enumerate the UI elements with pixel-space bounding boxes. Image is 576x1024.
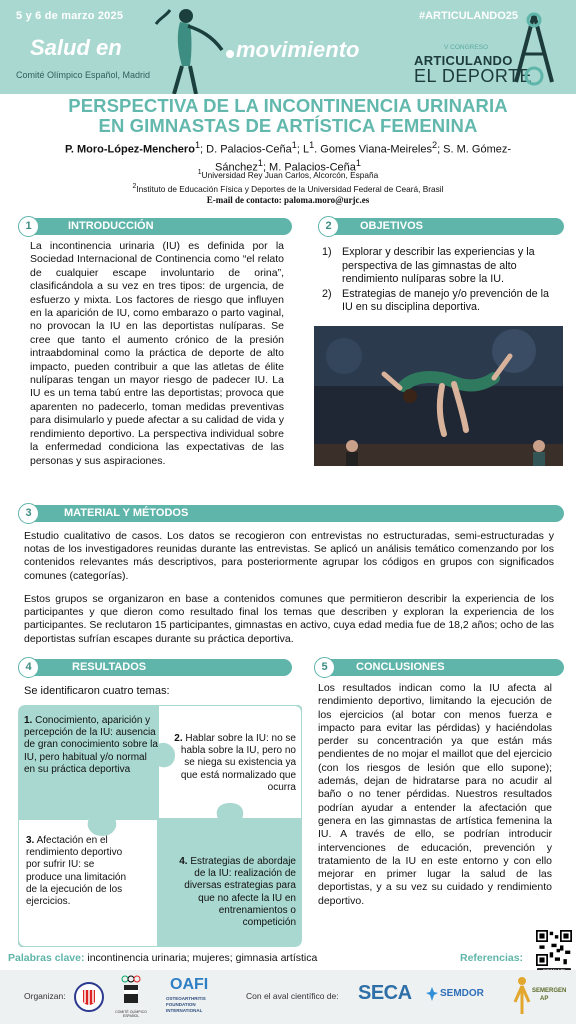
section-number: 5 <box>314 657 335 678</box>
author-name: ; D. Palacios-Ceña <box>200 143 292 156</box>
footer-sponsors <box>0 970 576 1024</box>
section-number: 1 <box>18 216 39 237</box>
congress-name-line1: ARTICULANDO <box>414 53 513 68</box>
resultado-tema-2 <box>168 733 296 794</box>
list-item-text: Estrategias de manejo y/o prevención de la IU en su disciplina deportiva. <box>342 287 550 314</box>
aval-label: Con el aval científico de: <box>246 991 339 1001</box>
movimiento-text: movimiento <box>236 37 360 62</box>
gymnast-silhouette-icon <box>130 2 240 94</box>
introduccion-text: La incontinencia urinaria (IU) es definida por la Sociedad Internacional de Continencia como “el relato de cualquier escape involuntario de orina”, clasificándola a su vez en tres tipos: de urgencia, de esfuerzo y mixta. Los factores de riesgo que influyen en la aparición de IU, como embarazo o parto vaginal, no provocan la IU en las deportistas nulíparas. Se cree que tanto el aumento crónico de la presión intraabdominal como la práctica de deporte de alto impacto, pueden contribuir a que las atletas de élite nulíparas tengan un mayor riesgo de padecer IU. La IU es un tema tabú entre las deportistas; provoca que aparenten no padecerlo, toman medidas preventivas para disimularlo y puede afectar a su calidad de vida y rendimiento deportivo. La perspectiva individual sobre la enfermedad condiciona las expectativas de las personas y sus aspiraciones. <box>30 240 284 467</box>
oafi-sub-2: FOUNDATION <box>166 1002 196 1007</box>
resultado-tema-3 <box>26 835 130 908</box>
lead-author: P. Moro-López-Menchero <box>64 143 195 156</box>
author-sup: 1 <box>355 157 361 168</box>
tema-text: Conocimiento, aparición y percepción de la IU: ausencia de gran conocimiento sobre la IU, pero habitual y/o normal en su práctica deportiva <box>24 715 158 775</box>
congress-hashtag: #ARTICULANDO25 <box>418 10 518 22</box>
atletico-madrid-logo-icon <box>74 982 104 1012</box>
affiliation-2 <box>0 181 576 195</box>
resultados-puzzle <box>18 705 302 947</box>
section-title: INTRODUCCIÓN <box>68 220 154 232</box>
semergen-sub: AP <box>540 996 549 1002</box>
section-title: CONCLUSIONES <box>356 661 445 673</box>
congress-name-line2: EL DEPORTE <box>414 66 533 86</box>
tema-number: 4. <box>179 856 188 867</box>
salud-en-text: Salud en <box>30 35 122 60</box>
coe-logo-icon <box>120 974 142 1008</box>
coe-caption: COMITÉ OLÍMPICO ESPAÑOL <box>115 1010 147 1018</box>
semdor-star-icon <box>426 987 438 1001</box>
section-header-objetivos <box>320 218 564 235</box>
resultado-tema-1 <box>24 715 158 776</box>
section-header-conclusiones <box>316 659 564 676</box>
list-item-number: 2) <box>322 287 332 300</box>
keywords-label: Palabras clave: <box>8 952 85 964</box>
section-header-introduccion <box>20 218 292 235</box>
author-name: ; M. Palacios-Ceña <box>262 161 356 174</box>
keywords <box>8 952 317 964</box>
congress-date: 5 y 6 de marzo 2025 <box>16 10 124 22</box>
author-sup: 1 <box>194 140 201 150</box>
resultado-tema-4 <box>168 856 296 929</box>
tema-text: Estrategias de abordaje de la IU: realización de diversas estrategias para que no afecte la IU en entrenamientos o competición <box>184 856 296 929</box>
affiliation-sup: 2 <box>132 182 137 190</box>
conclusiones-text: Los resultados indican como la IU afecta al rendimiento deportivo, limitando la ejecución de los ejercicios (al botar con menos fuerza e impacto para evitar las pérdidas) y haciéndolas perder su concentración ya que están más pendientes de no mojar el maillot que del ejercicio (con los riesgos de lesión que ello supone); además, dejan de hidratarse para no acudir al baño o no tener pérdidas. Nuestros resultados podrían ayudar a entender la afectación que genera en las gimnastas de artística femenina la IU. A través de ello, se podrían introducir intervenciones de educación, prevención y tratamiento de la IU en este entorno y con ello mejorar en primer lugar la salud de las deportistas, y a su vez su cuidado y rendimiento deportivo. <box>318 682 552 907</box>
metodos-paragraph-1: Estudio cualitativo de casos. Los datos se recogieron con entrevistas no estructuradas, semi-estructuradas y notas de los investigadores reunidas durante las entrevistas. Se aplicó un análisis temático comenzando por los contenidos relevantes más descriptivos, para posteriormente agrupar los códigos en grupos con significados comunes (categorías). <box>24 530 554 582</box>
semdor-logo: SEMDOR <box>440 988 484 999</box>
tema-text: Hablar sobre la IU: no se habla sobre la IU, pero no se niega su existencia ya que está normalizado que ocurra <box>180 733 296 793</box>
section-header-metodos <box>20 505 564 522</box>
organizan-label: Organizan: <box>24 991 66 1001</box>
metodos-paragraph-2: Estos grupos se organizaron en base a contenidos comunes que permitieron describir la experiencia de los participantes y que dieron como resultado final los temas que describen y exploran la experiencia de los participantes. Se reclutaron 15 participantes, gimnastas en activo, cuya edad media fue de 18,2 años; ocho de las deportistas sufrían escapes durante su práctica deportiva. <box>24 593 554 645</box>
author-name: ; L <box>296 143 310 156</box>
section-number: 2 <box>318 216 339 237</box>
tema-text: Afectación en el rendimiento deportivo por sufrir IU: se produce una limitación de la ejecución de los ejercicios. <box>26 835 127 908</box>
affiliation-text: Universidad Rey Juan Carlos, Alcorcón, España <box>201 169 379 180</box>
affiliation-sup: 1 <box>197 169 202 176</box>
keywords-text: incontinencia urinaria; mujeres; gimnasia artística <box>84 952 318 964</box>
list-item-number: 1) <box>322 246 332 258</box>
title-line-1: PERSPECTIVA DE LA INCONTINENCIA URINARIA <box>68 95 508 116</box>
oafi-logo: OAFI <box>170 976 209 993</box>
contact-email: E-mail de contacto: paloma.moro@urjc.es <box>206 195 370 205</box>
author-sup: 2 <box>431 140 438 150</box>
section-number: 3 <box>18 503 39 524</box>
author-sup: 1 <box>309 140 315 150</box>
oafi-sub-3: INTERNATIONAL <box>166 1008 203 1013</box>
title-line-2: EN GIMNASTAS DE ARTÍSTICA FEMENINA <box>98 115 478 136</box>
tema-number: 3. <box>26 835 35 846</box>
congress-header <box>0 0 576 94</box>
author-sup: 1 <box>257 157 263 168</box>
venue-text: Comité Olímpico Español, Madrid <box>16 70 151 80</box>
affiliations <box>0 167 576 195</box>
list-item <box>322 288 562 315</box>
referencias-label: Referencias: <box>460 952 524 964</box>
section-title: RESULTADOS <box>72 661 147 673</box>
semergen-logo: SEMERGEN <box>532 988 567 994</box>
congress-edition: V CONGRESO <box>444 44 489 51</box>
gymnast-photo <box>314 326 563 466</box>
section-title: MATERIAL Y MÉTODOS <box>64 507 189 519</box>
semergen-figure-icon <box>510 976 534 1016</box>
author-sup: 1 <box>291 140 297 150</box>
articulando-a-logo-icon <box>512 10 556 86</box>
affiliation-text: Instituto de Educación Física y Deportes de la Universidad Federal de Ceará, Brasil <box>136 183 444 194</box>
oafi-sub-1: OSTEOARTHRITIS <box>166 996 206 1001</box>
seca-logo: SECA <box>358 982 412 1004</box>
author-name: ; S. M. Gómez-Sánchez <box>215 143 512 174</box>
tema-number: 1. <box>24 715 33 726</box>
affiliation-1 <box>0 167 576 181</box>
list-item-text: Explorar y describir las experiencias y la perspectiva de las gimnastas de alto rendimiento nulíparas sobre la IU. <box>342 246 535 286</box>
section-header-resultados <box>20 659 292 676</box>
list-item <box>322 246 562 287</box>
resultados-intro: Se identificaron cuatro temas: <box>24 685 170 697</box>
section-number: 4 <box>18 657 39 678</box>
poster-title <box>0 96 576 136</box>
qr-code-icon[interactable] <box>536 930 572 966</box>
author-name: . Gomes Viana-Meireles <box>314 143 432 156</box>
objetivos-list <box>322 246 562 316</box>
section-title: OBJETIVOS <box>360 220 423 232</box>
tema-number: 2. <box>174 733 183 744</box>
